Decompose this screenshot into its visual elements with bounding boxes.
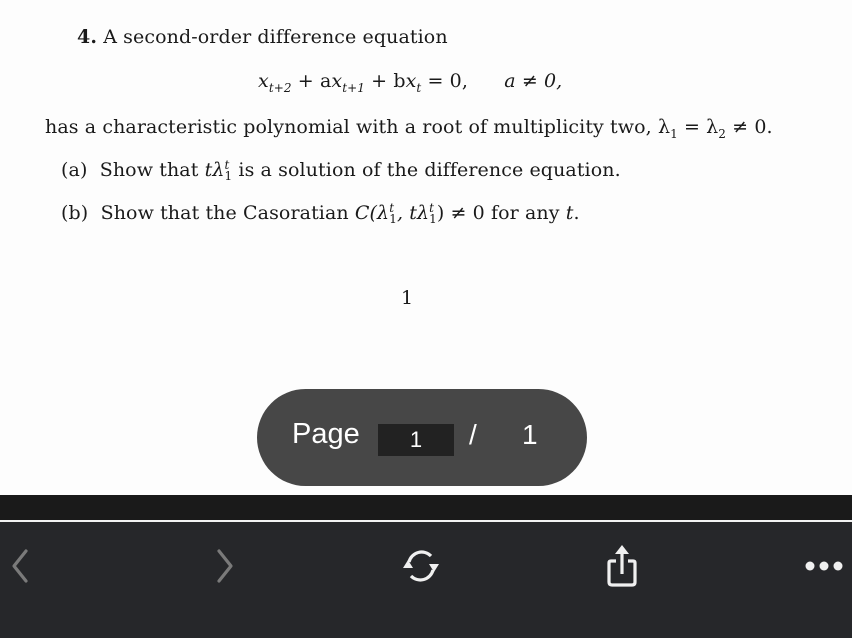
part-b: (b) Show that the Casoratian C(λ t 1 , tλ t 1 ) ≠ 0 for any t. — [61, 201, 580, 226]
problem-heading — [77, 26, 448, 48]
more-button[interactable] — [800, 552, 848, 580]
page-label: Page — [292, 418, 360, 450]
share-button[interactable] — [600, 538, 644, 594]
page-number-input[interactable]: 1 — [378, 424, 454, 456]
share-icon — [604, 541, 640, 591]
page-indicator — [257, 389, 587, 486]
back-button[interactable] — [0, 544, 40, 588]
part-a-label: (a) — [61, 159, 88, 181]
equation-condition: a ≠ 0, — [504, 70, 563, 92]
page-footer-number: 1 — [401, 287, 414, 309]
part-b-label: (b) — [61, 202, 89, 224]
problem-number: 4. — [77, 26, 98, 48]
page-separator: / — [469, 419, 477, 450]
chevron-right-icon — [215, 548, 235, 584]
difference-equation: $x_{t+2} + ax_{t+1} + bx_t = 0$, a ≠ 0, — [258, 70, 563, 95]
more-icon — [804, 560, 844, 572]
problem-sentence: has a characteristic polynomial with a root of multiplicity two, $\lambda_1 = \lambda_2 \ne 0$. — [45, 116, 773, 141]
part-a: (a) Show that tλ t 1 is a solution of the difference equation. — [61, 158, 621, 183]
reload-button[interactable] — [396, 544, 446, 588]
refresh-icon — [399, 546, 443, 586]
status-strip — [0, 495, 852, 520]
page-total: 1 — [522, 419, 538, 450]
bottom-toolbar — [0, 522, 852, 638]
chevron-left-icon — [10, 548, 30, 584]
problem-intro: A second-order difference equation — [103, 26, 448, 48]
forward-button[interactable] — [205, 544, 245, 588]
